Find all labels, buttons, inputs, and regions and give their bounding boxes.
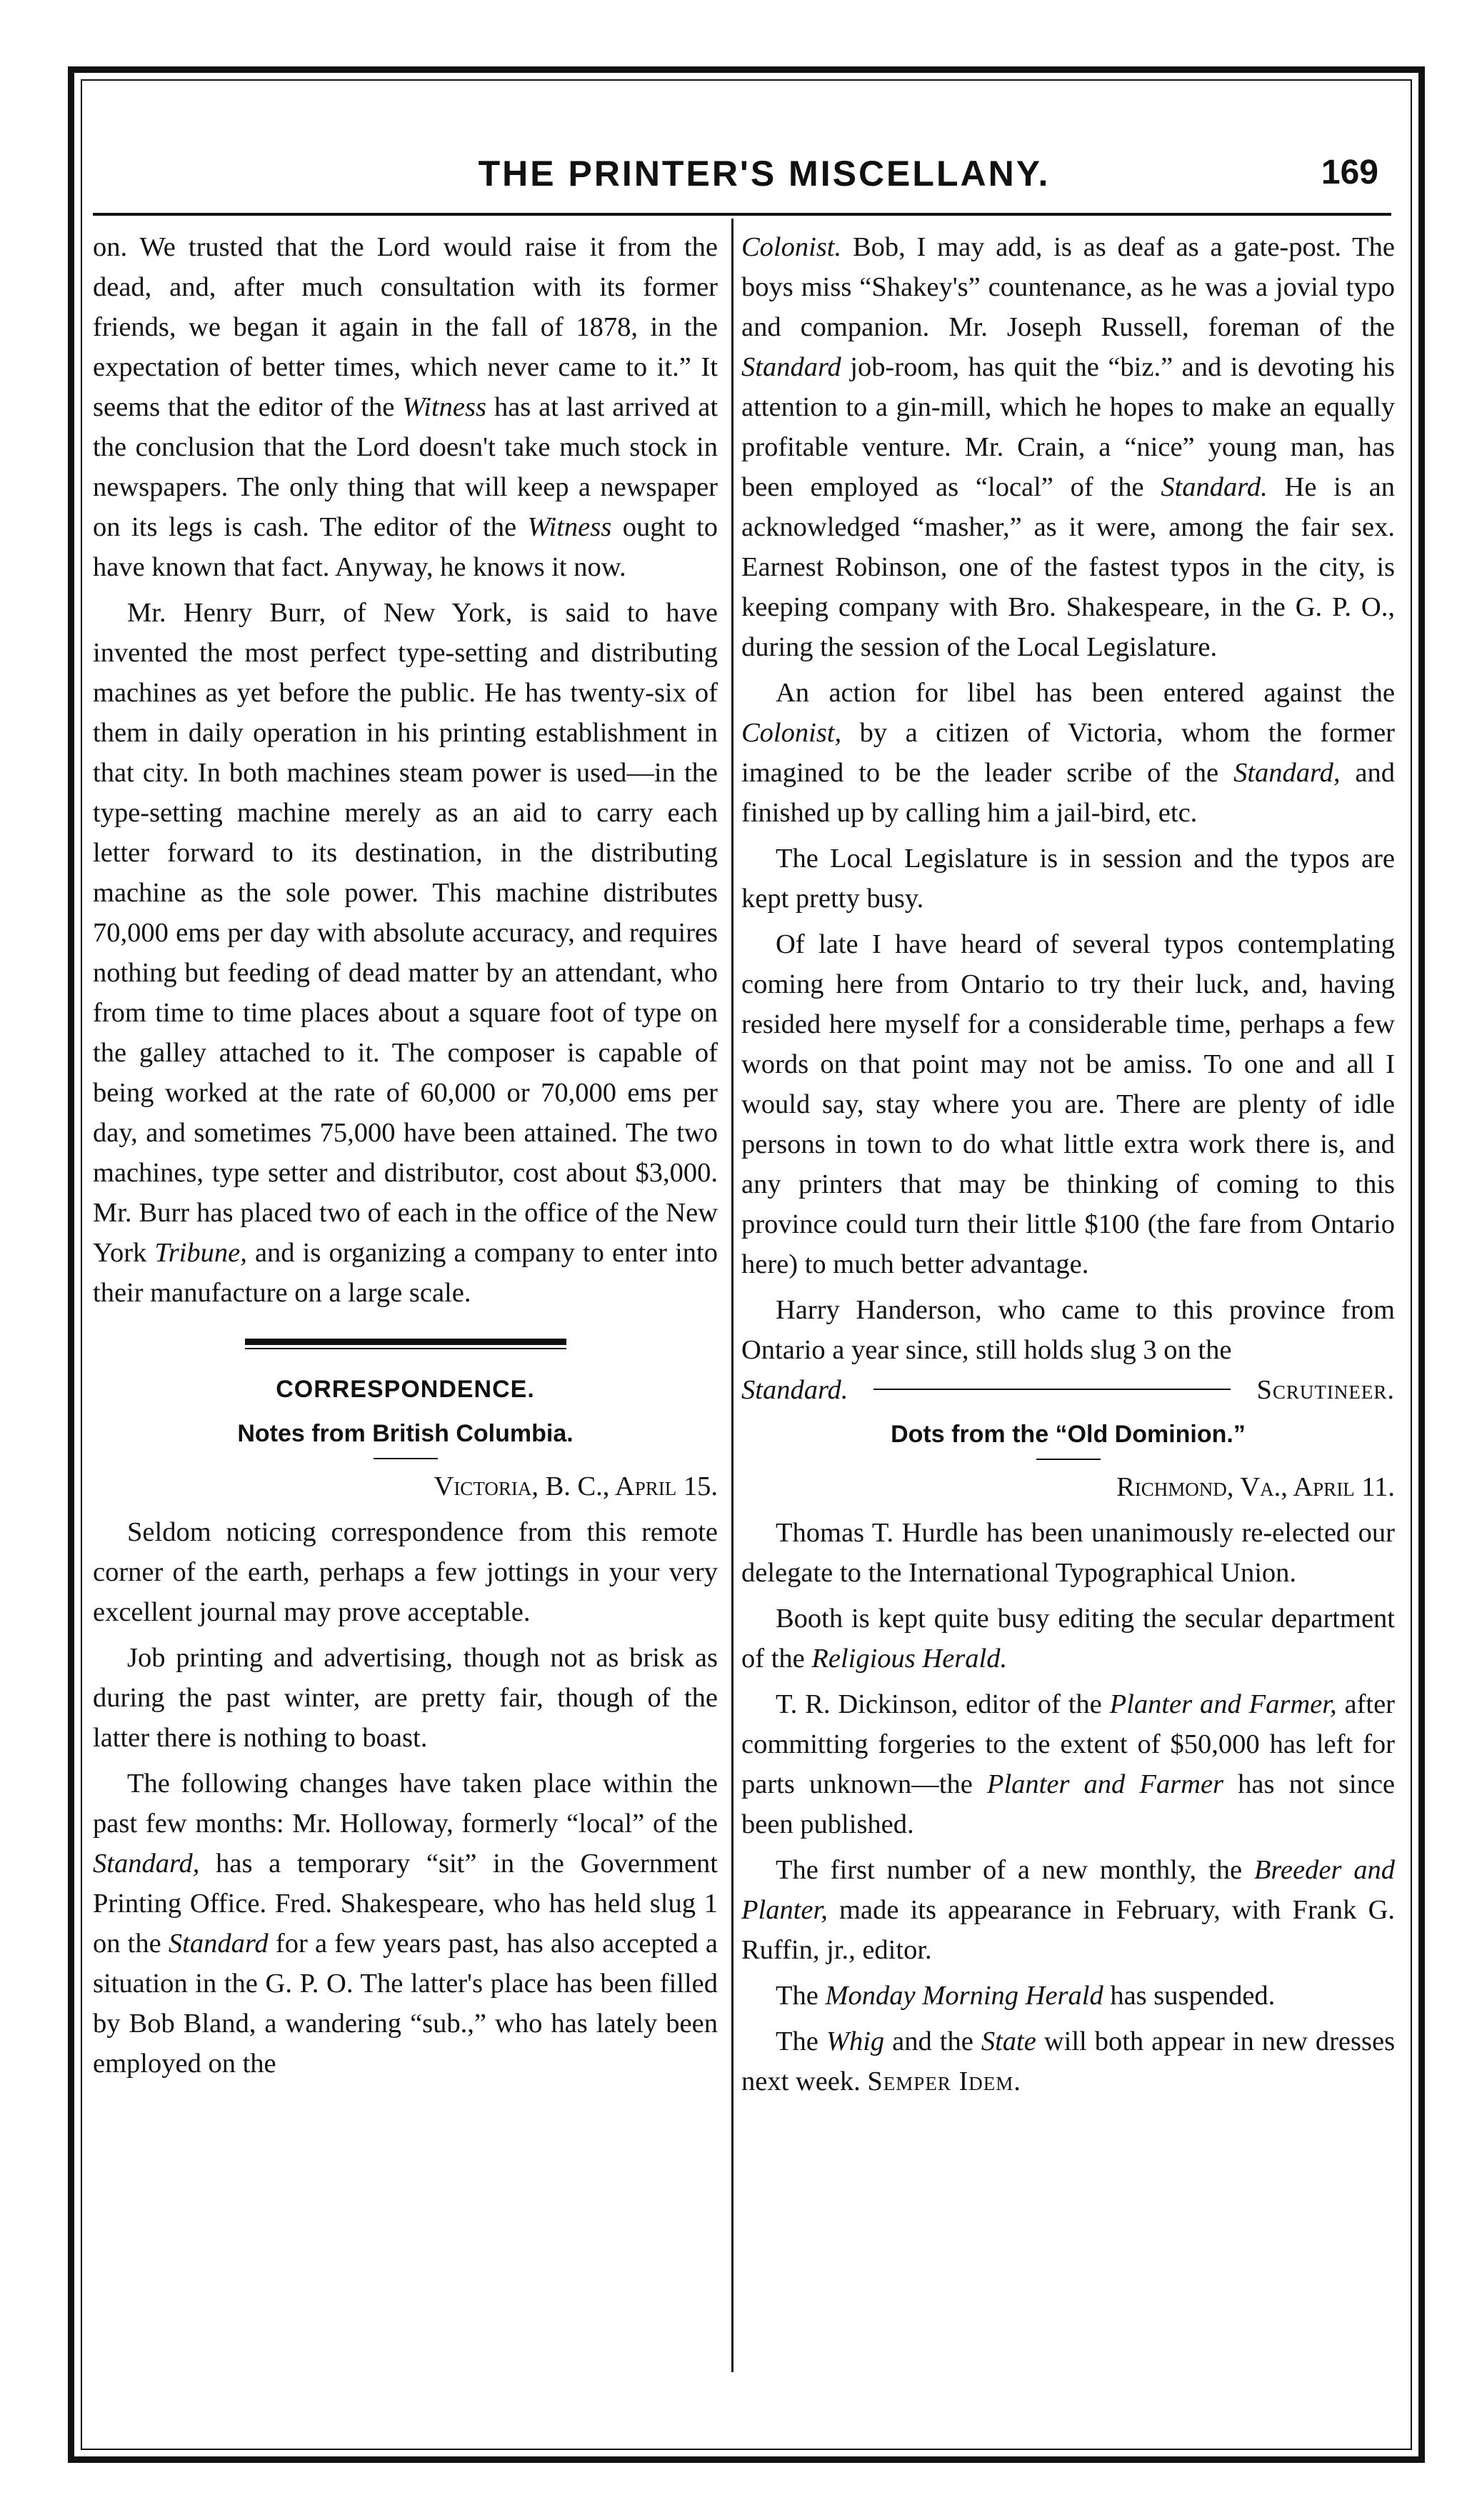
page-header <box>93 153 1393 210</box>
paragraph-whig: The Whig and the State will both appear in new dresses next week. Semper Idem. <box>741 2026 1396 2096</box>
signoff-publication: Standard. <box>741 1375 848 1405</box>
column-rule <box>731 219 734 2372</box>
paragraph-booth: Booth is kept quite busy editing the secular department of the Religious Herald. <box>741 1604 1395 1674</box>
heading-rule <box>374 1458 438 1459</box>
left-column <box>93 227 718 2084</box>
paragraph-burr-machines: Mr. Henry Burr, of New York, is said to have invented the most perfect type-setting and distributing machines as yet before the public. He has twenty-six of them in daily operation in his printing establishment in that city. In both machines steam power is used—in the type-setting machine merely as an aid to carry each letter forward to its destination, in the distributing machine as the sole power. This machine distributes 70,000 ems per day with absolute accuracy, and requires nothing but feeding of dead matter by an attendant, who from time to time places about a square foot of type on the galley attached to it. The composer is capable of being worked at the rate of 60,000 or 70,000 ems per day, and sometimes 75,000 have been attained. The two machines, type setter and distributor, cost about $3,000. Mr. Burr has placed two of each in the office of the New York Tribune, and is organizing a company to enter into their manufacture on a large scale. <box>93 598 719 1308</box>
paragraph-job-printing: Job printing and advertising, though not as brisk as during the past winter, are pretty fair, though of the latter there is nothing to boast. <box>93 1643 718 1753</box>
paragraph-warning: Of late I have heard of several typos contemplating coming here from Ontario to try their luck, and, having resided here myself for a considerable time, perhaps a few words on that point may not be amiss. To one and all I would say, stay where you are. There are plenty of idle persons in town to do what little extra work there is, and any printers that may be thinking of coming to this province could turn their little $100 (the fare from Ontario here) to much better advantage. <box>741 929 1395 1279</box>
paragraph-handerson: Harry Handerson, who came to this province from Ontario a year since, still holds slug 3 on the <box>741 1295 1395 1365</box>
paragraph-breeder: The first number of a new monthly, the Breeder and Planter, made its appearance in February, with Frank G. Ruffin, jr., editor. <box>741 1855 1395 1965</box>
section-heading: CORRESPONDENCE. <box>276 1376 535 1403</box>
paragraph-libel: An action for libel has been entered against the Colonist, by a citizen of Victoria, whom the former imagined to be the leader scribe of the Standard, and finished up by calling him a jail-bird, etc. <box>741 678 1396 828</box>
paragraph-herald: The Monday Morning Herald has suspended. <box>776 1981 1276 2011</box>
running-title: THE PRINTER'S MISCELLANY. <box>478 154 1051 194</box>
paragraph-changes: The following changes have taken place within the past few months: Mr. Holloway, formerly “local” of the Standard, has a temporary “sit” in the Government Printing Office. Fred. Shakespeare, who has held slug 1 on the Standard for a few years past, has also accepted a situation in the G. P. O. The latter's place has been filled by Bob Bland, a wandering “sub.,” who has lately been employed on the <box>93 1769 718 2079</box>
right-column <box>741 227 1395 2101</box>
dateline: Victoria, B. C., April 15. <box>434 1471 718 1501</box>
article-heading-dominion: Dots from the “Old Dominion.” <box>891 1421 1246 1448</box>
signoff-rule <box>873 1389 1231 1390</box>
paragraph-colonist: Colonist. Bob, I may add, is as deaf as a gate-post. The boys miss “Shakey's” countenance, as he was a jovial typo and companion. Mr. Joseph Russell, foreman of the Standard job-room, has quit the “biz.” and is devoting his attention to a gin-mill, which he hopes to make an equally profitable venture. Mr. Crain, a “nice” young man, has been employed as “local” of the Standard. He is an acknowledged “masher,” as it were, among the fair sex. Earnest Robinson, one of the fastest typos in the city, is keeping company with Bro. Shakespeare, in the G. P. O., during the session of the Local Legislature. <box>741 232 1396 662</box>
heading-rule-dominion <box>1036 1459 1101 1460</box>
paragraph-hurdle: Thomas T. Hurdle has been unanimously re-elected our delegate to the International Typographical Union. <box>741 1518 1395 1588</box>
signature: Scrutineer. <box>1256 1375 1395 1405</box>
paragraph-witness: on. We trusted that the Lord would raise it from the dead, and, after much consultation with its former friends, we began it again in the fall of 1878, in the expectation of better times, which never came to it.” It seems that the editor of the Witness has at last arrived at the conclusion that the Lord doesn't take much stock in newspapers. The only thing that will keep a newspaper on its legs is cash. The editor of the Witness ought to have known that fact. Anyway, he knows it now. <box>93 232 719 582</box>
signature-semper-idem: Semper Idem. <box>867 2066 1021 2096</box>
dateline-richmond: Richmond, Va., April 11. <box>1116 1472 1395 1502</box>
page-number: 169 <box>1321 154 1378 191</box>
article-heading: Notes from British Columbia. <box>237 1420 574 1447</box>
paragraph-legislature: The Local Legislature is in session and the typos are kept pretty busy. <box>741 844 1395 914</box>
section-divider <box>245 1339 566 1349</box>
signoff-row <box>741 1370 1395 1410</box>
paragraph-correspondence-intro: Seldom noticing correspondence from this remote corner of the earth, perhaps a few jottings in your very excellent journal may prove acceptable. <box>93 1517 718 1627</box>
header-rule <box>93 213 1391 216</box>
paragraph-dickinson: T. R. Dickinson, editor of the Planter and Farmer, after committing forgeries to the extent of $50,000 has left for parts unknown—the Planter and Farmer has not since been published. <box>741 1689 1396 1839</box>
